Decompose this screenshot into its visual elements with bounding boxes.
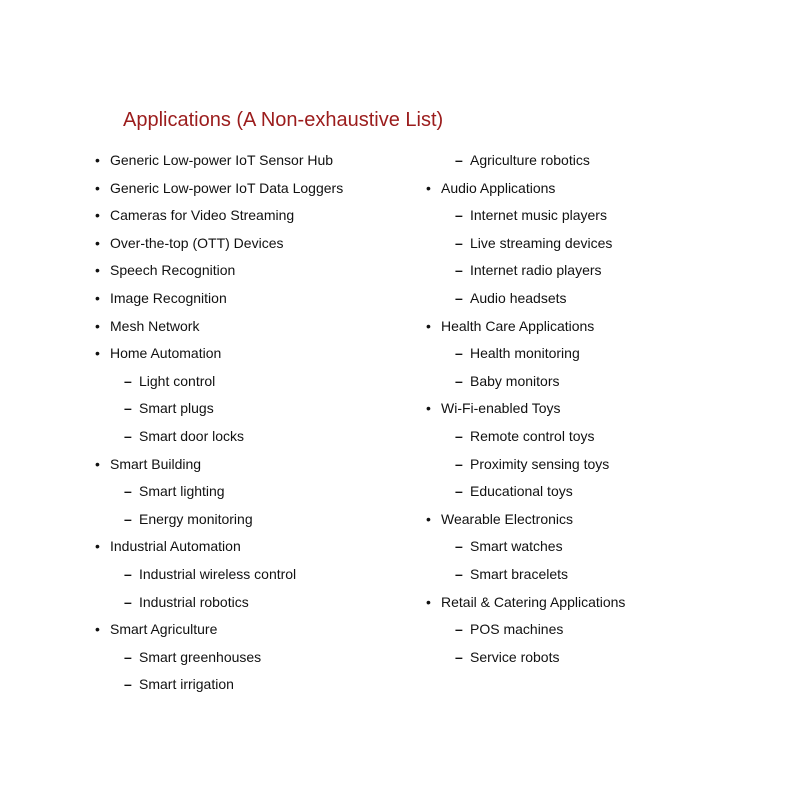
list-item-label: POS machines — [470, 621, 564, 638]
list-item-label: Smart Agriculture — [110, 621, 218, 638]
sub-list-item — [93, 505, 343, 533]
bullet-marker: • — [95, 345, 100, 362]
dash-marker: – — [124, 427, 132, 444]
sub-list-item — [93, 367, 343, 395]
bullet-marker: • — [426, 510, 431, 527]
dash-marker: – — [455, 427, 463, 444]
dash-marker: – — [455, 538, 463, 555]
dash-marker: – — [124, 593, 132, 610]
list-item-label: Generic Low-power IoT Data Loggers — [110, 179, 344, 196]
list-item-label: Image Recognition — [110, 289, 227, 306]
bullet-marker: • — [426, 400, 431, 417]
list-item — [93, 256, 343, 284]
list-item-label: Over-the-top (OTT) Devices — [110, 234, 284, 251]
bullet-marker: • — [426, 593, 431, 610]
list-item — [424, 394, 625, 422]
dash-marker: – — [124, 510, 132, 527]
dash-marker: – — [455, 565, 463, 582]
sub-list-item — [424, 146, 625, 174]
list-item-label: Live streaming devices — [470, 234, 613, 251]
dash-marker: – — [124, 483, 132, 500]
dash-marker: – — [455, 262, 463, 279]
list-item — [93, 146, 343, 174]
list-item-label: Cameras for Video Streaming — [110, 207, 295, 224]
bullet-marker: • — [95, 621, 100, 638]
sub-list-item — [424, 284, 625, 312]
dash-marker: – — [455, 234, 463, 251]
dash-marker: – — [455, 289, 463, 306]
dash-marker: – — [124, 676, 132, 693]
applications-list-right-column — [424, 146, 625, 670]
list-item-label: Smart bracelets — [470, 565, 569, 582]
bullet-marker: • — [426, 317, 431, 334]
bullet-marker: • — [95, 538, 100, 555]
list-item-label: Baby monitors — [470, 372, 560, 389]
list-item-label: Retail & Catering Applications — [441, 593, 626, 610]
list-item — [424, 312, 625, 340]
sub-list-item — [93, 422, 343, 450]
list-item — [424, 174, 625, 202]
list-item-label: Generic Low-power IoT Sensor Hub — [110, 152, 334, 168]
list-item — [93, 312, 343, 340]
sub-list-item — [93, 643, 343, 671]
list-item-label: Service robots — [470, 648, 560, 665]
list-item-label: Smart lighting — [139, 483, 225, 500]
dash-marker: – — [455, 345, 463, 362]
list-item-label: Audio headsets — [470, 289, 567, 306]
list-item-label: Internet radio players — [470, 262, 602, 279]
list-item-label: Remote control toys — [470, 427, 595, 444]
bullet-marker: • — [426, 179, 431, 196]
applications-list-left-column — [93, 146, 343, 698]
list-item-label: Proximity sensing toys — [470, 455, 610, 472]
dash-marker: – — [455, 648, 463, 665]
list-item — [93, 284, 343, 312]
sub-list-item — [424, 367, 625, 395]
bullet-marker: • — [95, 179, 100, 196]
sub-list-item — [424, 339, 625, 367]
sub-list-item — [424, 477, 625, 505]
dash-marker: – — [124, 565, 132, 582]
bullet-marker: • — [95, 455, 100, 472]
list-item-label: Industrial wireless control — [139, 565, 297, 582]
dash-marker: – — [455, 483, 463, 500]
list-item-label: Audio Applications — [441, 179, 556, 196]
list-item-label: Health Care Applications — [441, 317, 595, 334]
dash-marker: – — [455, 372, 463, 389]
sub-list-item — [424, 615, 625, 643]
bullet-marker: • — [95, 317, 100, 334]
bullet-marker: • — [95, 234, 100, 251]
list-item-label: Smart plugs — [139, 400, 214, 417]
sub-list-item — [93, 394, 343, 422]
sub-list-item — [93, 560, 343, 588]
dash-marker: – — [455, 455, 463, 472]
list-item-label: Industrial robotics — [139, 593, 249, 610]
dash-marker: – — [124, 648, 132, 665]
list-item — [93, 615, 343, 643]
sub-list-item — [424, 643, 625, 671]
bullet-marker: • — [95, 207, 100, 224]
list-item-label: Smart irrigation — [139, 676, 234, 693]
list-item — [93, 174, 343, 202]
list-item-label: Home Automation — [110, 345, 222, 362]
list-item-label: Smart door locks — [139, 427, 245, 444]
sub-list-item — [93, 670, 343, 698]
list-item — [93, 201, 343, 229]
dash-marker: – — [455, 621, 463, 638]
sub-list-item — [424, 450, 625, 478]
dash-marker: – — [455, 152, 463, 168]
list-item-label: Internet music players — [470, 207, 607, 224]
list-item — [93, 532, 343, 560]
bullet-marker: • — [95, 262, 100, 279]
list-item-label: Light control — [139, 372, 216, 389]
list-item-label: Smart watches — [470, 538, 563, 555]
list-item-label: Educational toys — [470, 483, 573, 500]
list-item — [93, 229, 343, 257]
bullet-marker: • — [95, 289, 100, 306]
list-item — [93, 339, 343, 367]
list-item-label: Mesh Network — [110, 317, 200, 334]
list-item-label: Smart Building — [110, 455, 202, 472]
sub-list-item — [424, 256, 625, 284]
sub-list-item — [424, 532, 625, 560]
page-title: Applications (A Non-exhaustive List) — [123, 109, 444, 131]
dash-marker: – — [455, 207, 463, 224]
sub-list-item — [424, 201, 625, 229]
sub-list-item — [93, 588, 343, 616]
list-item-label: Health monitoring — [470, 345, 580, 362]
bullet-marker: • — [95, 152, 100, 168]
dash-marker: – — [124, 400, 132, 417]
list-item-label: Speech Recognition — [110, 262, 236, 279]
list-item-label: Agriculture robotics — [470, 152, 590, 168]
dash-marker: – — [124, 372, 132, 389]
list-item — [424, 505, 625, 533]
list-item-label: Smart greenhouses — [139, 648, 262, 665]
list-item-label: Energy monitoring — [139, 510, 253, 527]
list-item — [424, 588, 625, 616]
list-item-label: Wearable Electronics — [441, 510, 574, 527]
sub-list-item — [93, 477, 343, 505]
sub-list-item — [424, 229, 625, 257]
list-item — [93, 450, 343, 478]
sub-list-item — [424, 560, 625, 588]
list-item-label: Industrial Automation — [110, 538, 241, 555]
list-item-label: Wi-Fi-enabled Toys — [441, 400, 561, 417]
sub-list-item — [424, 422, 625, 450]
